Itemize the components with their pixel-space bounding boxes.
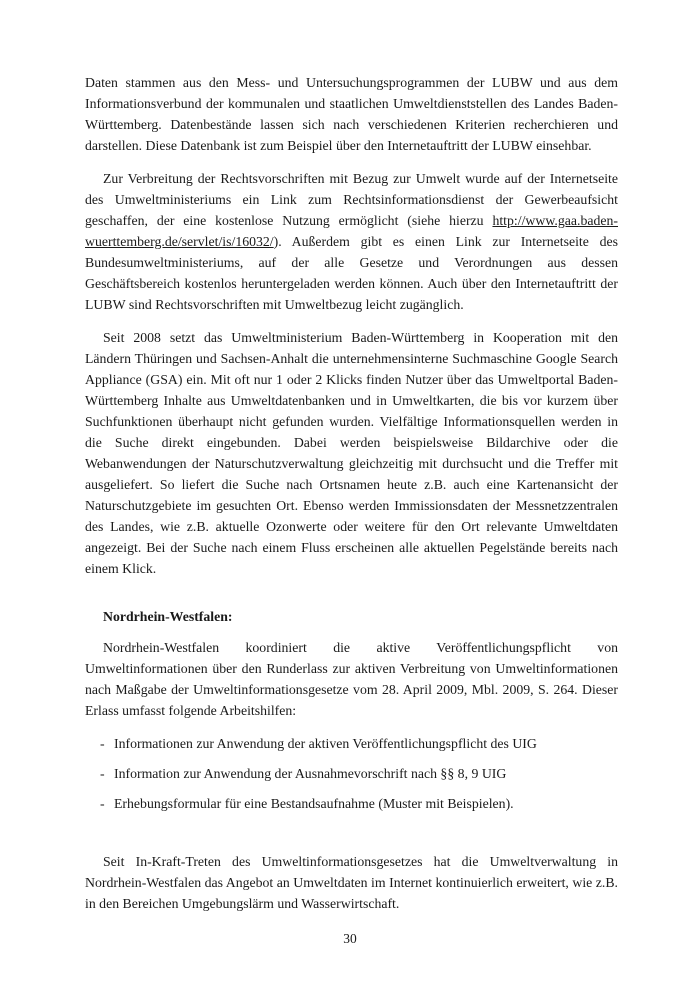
list-item-text: Information zur Anwendung der Ausnahmevorschrift nach §§ 8, 9 UIG xyxy=(114,766,507,781)
paragraph-lubw-data: Daten stammen aus den Mess- und Untersuchungsprogrammen der LUBW und aus dem Informationsverbund der kommunalen und staatlichen Umweltdienststellen des Landes Baden-Württemberg. Datenbestände lassen sich nach verschiedenen Kriterien recherchieren und darstellen. Diese Datenbank ist zum Beispiel über den Internetauftritt der LUBW einsehbar. xyxy=(85,75,618,153)
heading-nordrhein-westfalen: Nordrhein-Westfalen: xyxy=(103,609,233,624)
paragraph-text-before-link: Zur Verbreitung der Rechtsvorschriften mit Bezug zur Umwelt wurde auf der Internetseite des Umweltministeriums ein Link zum Rechtsinformationsdienst der Gewerbeaufsicht geschaffen, der eine kostenlose Nutzung ermöglicht (siehe hierzu xyxy=(85,171,618,228)
paragraph-text-after-link: ). Außerdem gibt es einen Link zur Internetseite des Bundesumweltministeriums, auf der alle Gesetze und Verordnungen aus dessen Geschäftsbereich kostenlos heruntergeladen werden können. Auch über den Internetauftritt der LUBW sind Rechtsvorschriften mit Umweltbezug leicht zugänglich. xyxy=(85,234,618,312)
list-item xyxy=(100,763,618,784)
paragraph-rechtsvorschriften xyxy=(85,168,618,315)
dash-bullet: - xyxy=(100,796,105,811)
page-content xyxy=(85,72,618,926)
list-item xyxy=(100,733,618,754)
dash-bullet: - xyxy=(100,736,105,751)
list-item-text: Erhebungsformular für eine Bestandsaufnahme (Muster mit Beispielen). xyxy=(114,796,514,811)
gaa-baden-wuerttemberg-link[interactable]: http://www.gaa.baden-wuerttemberg.de/servlet/is/16032/ xyxy=(85,213,618,249)
paragraph-nrw-runderlass: Nordrhein-Westfalen koordiniert die aktive Veröffentlichungspflicht von Umweltinformationen über den Runderlass zur aktiven Verbreitung von Umweltinformationen nach Maßgabe der Umweltinformationsgesetze vom 28. April 2009, Mbl. 2009, S. 264. Dieser Erlass umfasst folgende Arbeitshilfen: xyxy=(85,640,618,718)
arbeitshilfen-list xyxy=(85,733,618,814)
paragraph-suchmaschine-gsa: Seit 2008 setzt das Umweltministerium Baden-Württemberg in Kooperation mit den Ländern Thüringen und Sachsen-Anhalt die unternehmensinterne Suchmaschine Google Search Appliance (GSA) ein. Mit oft nur 1 oder 2 Klicks finden Nutzer über das Umweltportal Baden-Württemberg Inhalte aus Umweltdatenbanken und in Umweltkarten, die bis vor kurzem über Suchfunktionen überhaupt nicht gefunden wurden. Vielfältige Informationsquellen werden in die Suche direkt eingebunden. Dabei werden beispielsweise Bildarchive oder die Webanwendungen der Naturschutzverwaltung gleichzeitig mit durchsucht und die Treffer mit ausgeliefert. So liefert die Suche nach Ortsnamen heute z.B. auch eine Kartenansicht der Naturschutzgebiete im gesuchten Ort. Ebenso werden Immissionsdaten der Messnetzzentralen des Landes, wie z.B. aktuelle Ozonwerte oder weitere für den Ort relevante Umweltdaten angezeigt. Bei der Suche nach einem Fluss erscheinen alle aktuellen Pegelstände bereits nach einem Klick. xyxy=(85,330,618,576)
dash-bullet: - xyxy=(100,766,105,781)
page-number: 30 xyxy=(343,931,357,946)
list-item-text: Informationen zur Anwendung der aktiven Veröffentlichungspflicht des UIG xyxy=(114,736,537,751)
list-item xyxy=(100,793,618,814)
paragraph-nrw-internet: Seit In-Kraft-Treten des Umweltinformationsgesetzes hat die Umweltverwaltung in Nordrhein-Westfalen das Angebot an Umweltdaten im Internet kontinuierlich erweitert, wie z.B. in den Bereichen Umgebungslärm und Wasserwirtschaft. xyxy=(85,854,618,911)
